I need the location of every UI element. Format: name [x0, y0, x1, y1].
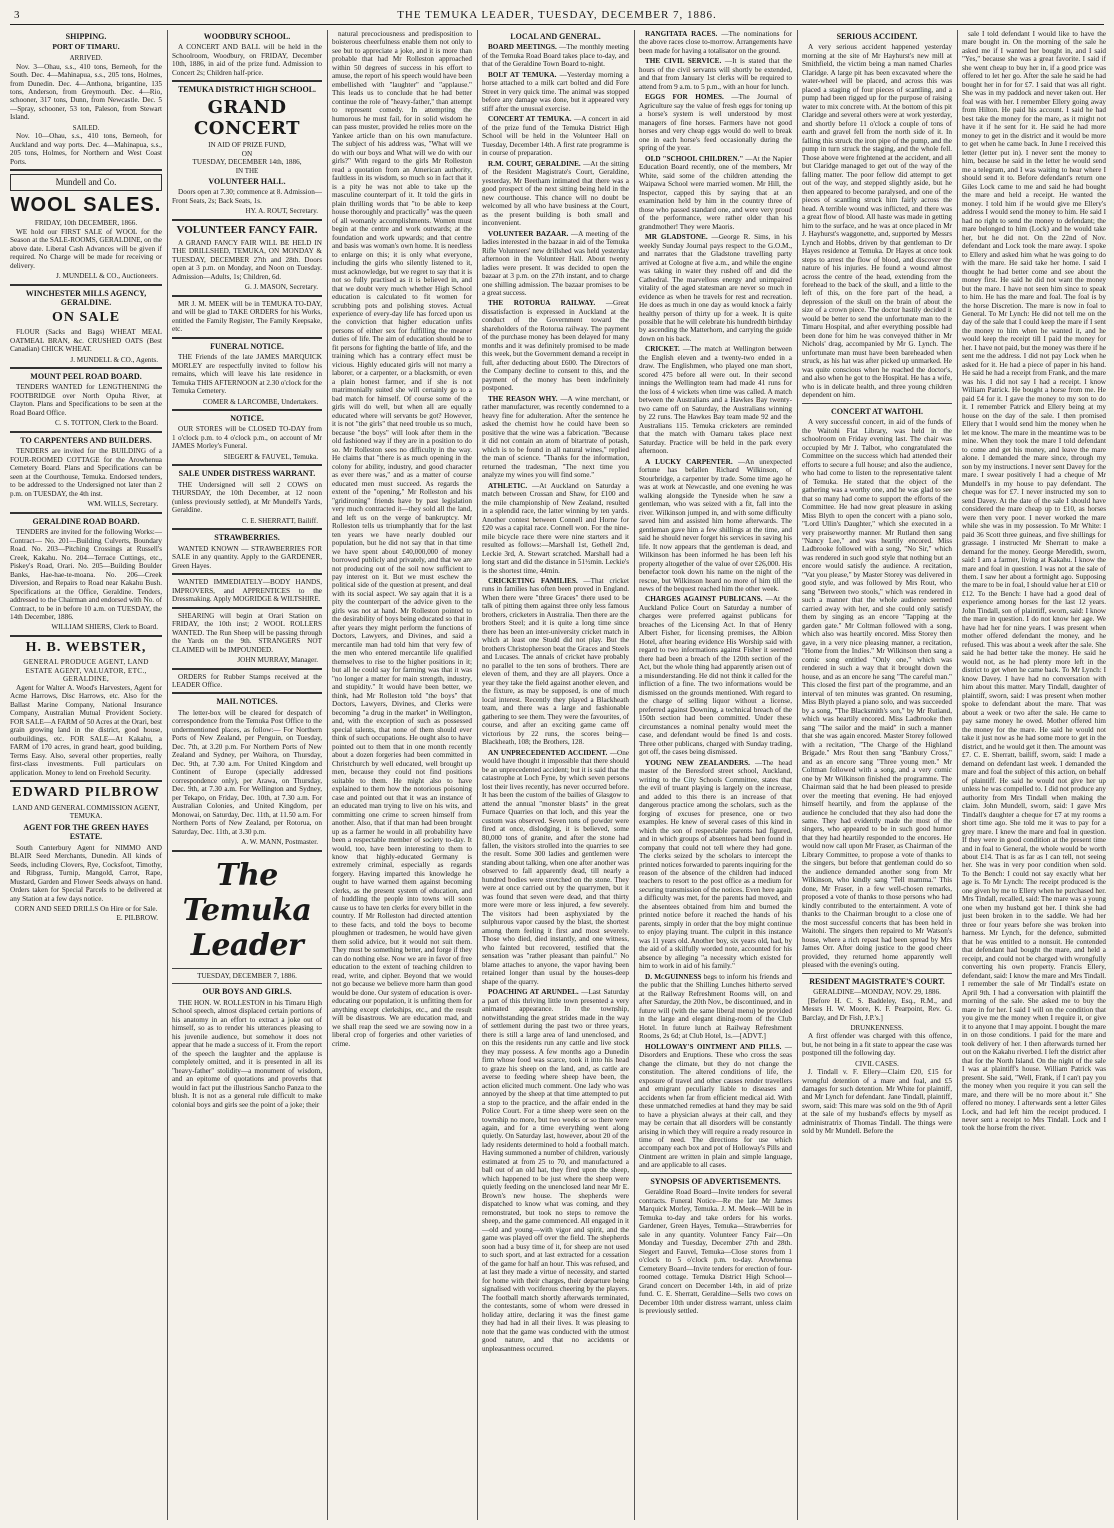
news-item — [639, 1043, 792, 1170]
news-item-body: begs to inform his friends and the public that the Shilling Lunches hitherto served at the Railway Refreshment Rooms will, on and after Saturday, the 20th Nov., be discontinued, and in future will (with the same liberal menu) be provided in the large and elegant dining-room of the Club Hotel. In future lunch at Railway Refreshment Rooms, 2s 6d; at Club Hotel, 1s.—[ADVT.] — [639, 972, 792, 1041]
fancy-fair-text: A GRAND FANCY FAIR WILL BE HELD IN THE DRILLSHED, TEMUKA, ON MONDAY & TUESDAY, DECEMBER 27th and 28th. Doors open at 3 p.m. on Monday, and Noon on Tuesday. Admission—Adults, 1s; Children, 6d. — [172, 238, 322, 281]
meek-notice: MR J. M. MEEK will be in TEMUKA TO-DAY, and will be glad to TAKE ORDERS for his Works, entitled the Family Register, The Family Keepsake, etc. — [172, 299, 322, 334]
notice-text: OUR STORES will be CLOSED TO-DAY from 1 o'clock p.m. to 4 o'clock p.m., on account of Mr JAMES Morley's Funeral. — [172, 425, 322, 451]
district-school-heading: TEMUKA DISTRICT HIGH SCHOOL. — [177, 85, 317, 95]
news-item-body: —One would have thought it impossible that there should be an unprecedented accident; but it is said that the catastrophe at Loch Fyne, by which seven persons lost their lives recently, has never occurred before. It has been the custom of the bailies of Glasgow to attend the annual "monster blasts" in the great Furnace Quarries on that loch, and this year the custom was observed. Seven tons of powder were fired at once, dislodging, it is believed, some 80,000 tons of granite, and after the stone had fallen, the visitors strolled into the quarries to see the result. Some 300 ladies and gentlemen were standing about talking, when one after another was observed to fall apparently dead, till nearly a hundred bodies were stretched on the stone. They were at once carried out by the quarrymen, but it was found that seven were dead, and that thirty more were more or less injured, a few severely. The visitors had been asphyxiated by the sulphurous vapor caused by the blast, the shortest among them feeling it first and most severely. Those who died, died instantly, and one witness, who fainted but recovered, testified that the sensation was "rather pleasant than painful." No blame attaches to anyone, the vapor having been retained longer than usual by the houses-deep shape of the quarry. — [482, 748, 629, 986]
news-item-title: D. McGUINNESS — [645, 972, 702, 981]
grand-concert-in: IN THE — [235, 166, 259, 175]
pilbrow-heading: EDWARD PILBROW — [12, 785, 160, 801]
local-general-list — [482, 43, 629, 1353]
accident-heading: SERIOUS ACCIDENT. — [836, 32, 918, 41]
shearing-signature: JOHN MURRAY, Manager. — [237, 656, 318, 665]
news-item — [482, 577, 629, 747]
dressmaking-notice: WANTED IMMEDIATELY—BODY HANDS, IMPROVERS, and APPRENTICES to the Dressmaking. Apply MOGRIDGE & WILTSHIRE. — [172, 578, 322, 604]
drunkenness-text: A first offender was charged with this offence, but, he not being in a fit state to appear the case was postponed till the following day. — [802, 1032, 952, 1058]
news-item — [639, 973, 792, 1041]
news-item — [639, 595, 792, 756]
contractors-signature: WM. WILLS, Secretary. — [87, 500, 158, 509]
news-item-title: VOLUNTEER BAZAAR. — [488, 229, 569, 238]
news-item-body: —A wine merchant, or rather manufacturer, was recently condemned to a heavy fine for adulteration. After the sentence he asked the chemist how he could have been so positive that the wine was a fabrication. "Because it did not contain an atom of bitartrate of potash, which is to be found in all natural wines," replied the man of science. "Thanks for the information, returned the tradesman, "The next time you analyze my wines you will find some." — [482, 394, 629, 480]
rubber-stamps-notice: ORDERS for Rubber Stamps received at the LEADER Office. — [172, 672, 322, 689]
news-item — [639, 155, 792, 231]
webster-text: Agent for Walter A. Wood's Harvesters, Agent for Acme Harrows, Disc Harrows, etc. Also for the Ballast Marine Company, National Insurance Company, Australian Mutual Provident Society. FOR SALE—A FARM of 50 Acres at the Orari, best grain growing land in the district, good house, outbuildings, etc. FOR SALE—At Kakahu, a FARM of 170 acres, in grand heart, good building, Terms Easy. Also, several other properties, really first-class investments. Full particulars on application. Money to lend on Freehold Security. — [10, 683, 162, 777]
grand-concert-date: TUESDAY, DECEMBER 14th, 1886, — [192, 158, 302, 167]
news-item — [639, 233, 792, 343]
waitohi-concert-text: A very successful concert, in aid of the funds of the Waitohi Flat Library, was held in the schoolroom on Friday evening last. The chair was occupied by Mr J. Talbot, who congratulated the Committee on the success which had attended their efforts to secure a full house; and also the audience, who had come to listen to the representative talent of Temuka. He stated that the object of the gathering was a worthy one, and he was glad to see that so many had come to support the efforts of the Committee. He had now great pleasure in asking Miss Blyth to open the concert with a piano solo, "Lord Ullin's Daughter," which she executed in a very praiseworthy manner. Mr Rutland then sang "Nancy Lee," and was heartily encored. Miss Ladbrooke followed with a song, "No Sir," which was rendered in such good style that nothing but an encore would satisfy the audience. A recitation, "Vat you please," by Master Storey was delivered in good style, and was followed by Mrs Rout, who sang "Between two stools," which was rendered in such a manner that the whole audience seemed carried away with her, and she could only satisfy them by singing as an encore "Tapping at the garden gate." Mr Coltman followed with a song, which also was heartily encored. Miss Storey then gave, in a very nice pleasing manner, a recitation, "Home from the Indies." Mr Wilkinson then sang a comic song entitled "Only one," which was rendered in such a way that it brought down the house, and as an encore he sang "The careful man." This closed the first part of the programme, and an interval of ten minutes was granted. On resuming, Miss Blyth played a piano solo, and was succeeded by a song, "The Blacksmith's son," by Mr Rutland, which was heartily encored. Miss Ladbrooke then sang "The sailor and the maid" in such a manner that she was again encored. Master Storey followed with a recitation, "The Charge of the Highland Brigade." Mrs Rout then sang "Banbury Cross," and as an encore sang "Three young men." Mr Coltman followed with a song, and a very comic one by Mr Wilkinson finished the programme. The Chairman said that he had been pleased to preside over the meeting that evening. He had enjoyed himself heartily, and from the applause of the audience he concluded that they also had done the same. They had evidently made the most of the singers, who appeared to be in such good humor that they had heartily responded to the encores. He would now call upon Mr Fraser, as Chairman of the Library Committee, to propose a vote of thanks to the singers, but before that gentleman could do so the audience demanded another song from Mr Wilkinson, who kindly sang "Tell mamma." This done, Mr Fraser, in a few well-chosen remarks, proposed a vote of thanks to those persons who had kindly contributed to the entertainment. A vote of thanks to the Chairman brought to a close one of the most successful concerts that has been held in Waitohi. The singers then repaired to Mr Watson's house, where a rich repast had been spread by Mrs James Orr. After doing justice to the good cheer provided, they returned home apparently well pleased with the evening's outing. — [802, 418, 952, 970]
news-item — [639, 93, 792, 152]
column-1 — [10, 30, 162, 1520]
news-item-body: —The match at Wellington between the English eleven and a twenty-two ended in a draw. The Englishmen, who played one man short, scored 475 before all were out. In their second innings the Wellington team had made 41 runs for the loss of 4 wickets when time was called. A match between the Australians and a Hawkes Bay twenty-two came off on Saturday, the Australians winning by 22 runs. The Hawkes Bay team made 92 and the Australians 115. Temuka cricketers are reminded that the match with Oamaru takes place next Saturday. Practice will be held in the park every afternoon. — [639, 345, 792, 456]
pilbrow-agent: AGENT FOR THE GREEN HAYES ESTATE. — [23, 822, 149, 842]
mundell-banner: Mundell and Co. — [10, 174, 162, 191]
news-item — [482, 71, 629, 113]
webster-heading: H. B. WEBSTER, — [25, 639, 147, 655]
grand-concert-text: Doors open at 7.30; commence at 8. Admission—Front Seats, 2s; Back Seats, 1s. — [172, 188, 322, 205]
court-report-continued: sale I told defendant I would like to have the mare bought in. On the morning of the sale he asked me if I wanted her bought in, and I said "Yes," because she was a great favorite. I said if she went cheap to buy her in, if a good price was offered to let her go. After the sale he said he had bought her in for for £7. I said that was all right. She was in my paddock and never taken out. Her foal was with her. I remember Ellery going away from Hilton. He paid his account. I said he had best take the money for the mare, as it might not have it if he sent for it. He said he had more money to get in the district and it would be more to get when he came back. In June I received this letter (letter put in). I never sent the money to him, because he said in the letter he would send me a telegram, and I was waiting to hear where I should send it to. Before defendant's return one Giles Lock came to me and said he had bought the mare and held a receipt. He wanted the money. I told him if he would give me Ellery's address I would send the money to him. He said I had no right to send the money to defendant; the mare belonged to him (Lock) and he would take her, but he did not. On the 22nd of Nov. defendant and Lock took the mare away. I spoke to Ellery and asked him what he was going to do with the mare. He said take her home. I said I thought he had better come and see about the money first. He said he did not want the money but the mare. I have not seen him since to speak to him. He has the mare and foal. The foal is by the horse Discretion. The mare is now in foal to General. To Mr Lynch: He did not tell me on the day of the sale that I could keep the mare if I sent the money to him when he wanted it, and he would keep the receipt till I paid the money for her. I have not paid, but the money was there if he sent me the address. I did not pay Lock when he asked for it. He had a piece of paper in his hand. He said he had a receipt from Frank, and the mare was his. I did not say I had a receipt. I know William Patrick. He bought a horse from me. He paid £4 for it. I gave the money to my son to do it. I remember Patrick and Ellery being at my house on the day of the sale. I then promised Ellery that I would send him the money when he let me know. The mare in the meantime was to be mine. When they took the mare I told defendant to come and get his money, and leave the mare alone. I demanded the mare since, through my son by my instructions. I never sent Davey for the mare. I swear positively I had a cheque of Mr Mundell's in my house to pay defendant. The cheque was for £7. I never instructed my son to send Davey. At the date of the sale I should have considered the mare cheap up to £10, as horses were then very poor. I never worked the mare while she was in my possession. To Mr White: I paid 36 Scott three guineas, and five shillings for grassage. I instructed Mr Sherratt to make a demand for the money. George Meredith, sworn, said: I am a farmer, living at Kakahu. I know the mare and foal in question. I was not at the sale of them. I saw her about a fortnight ago. Supposing the mare to be in foal, I should value her at £10 or £12. To the Bench: I have had a good deal of experience among horses for the last 12 years. John Tindall, son of plaintiff, sworn, said: I know the mare in question. I do not know her age. We have had her for nine years. I was present when mother offered defendant the money, and he refused. This was about a week after the sale. She said he had better take the money. He said he would not, as he had plenty more left in the district to get when he came back. To Mr Lynch: I know Davey. I have had no conversation with him about this matter. Mary Tindall, daughter of plaintiff, sworn, said: I was present when mother spoke to defendant about the mare. That was about a week or two after the sale. He came to pay same money he owed. Mother offered him the money for the mare. He said he would not take it just now as he had some more to get in the district, and he would get it then. The amount was £7. C. E. Sherratt, bailiff, sworn, said: I made a demand on defendant last week. I demanded the mare and foal the subject of this action, on behalf of plaintiff. He said he would not give her up unless he was compelled to. I did not produce any authority from Mrs Tindall when making the claim. John Mundell, sworn, said: I gave Mrs Tindall's daughter a cheque for £7 at my rooms a short time ago. She told me it was to pay for a grey mare. I knew the mare and foal in question. If they were in good condition at the present time and in foal to General, the whole would be worth about £14. That is as far as I can tell, not seeing her. She was in very poor condition when sold. To the Bench: I could not say exactly what her age is. To Mr Lynch: The receipt produced is the one given by me to Ellery when he purchased her. Mrs Tindall, recalled, said: The mare was a young one when my husband got her. I think she had just been broken in to the saddle. We had her three or four years before she was broken into harness. Mr Lynch, for the defence, submitted that he was entitled to a nonsuit. He contended that defendant had bought the mare, and held a receipt, and could not be charged with wrongfully converting his own property. Francis Ellery, defendant, said: I know the mare and Mrs Tindall. I remember the sale of Mr Tindall's estate on April 9th. I had a conversation with plaintiff the morning of the sale. She asked me to buy the mare in for her. I said I will on the condition that you give me the money when I require it, or give it to anyone that I may appoint. I bought the mare in on those conditions. I paid for the mare and took delivery of her. I then afterwards turned her out on the Kakahu riverbed. I left the district after that for the North Island. On the night of the sale I was at plaintiff's house. William Patrick was present. She said, "Well, Frank, if I can't pay you the money when you require it you can sell the mare, and there will be no more about it." She offered no money. I afterwards sent a letter Giles Lock, and had left him the receipt produced. I never sent a receipt to Mrs Tindall. Lock and I took the horse from the river. — [962, 30, 1106, 1133]
rm-court-date: GERALDINE—MONDAY, NOV. 29, 1886. — [813, 988, 941, 997]
pilbrow-text: South Canterbury Agent for NIMMO AND BLAIR Seed Merchants, Dunedin. All kinds of Seeds, including Clovers, Rye, Cocksfoot, Timothy, and Ribgrass, Turnip, Mangold, Carrot, Rape, Mustard, Garden and Flower Seeds always on hand. Orders taken for Special Parcels to be delivered at any Station at a few days notice. — [10, 843, 162, 903]
rm-court-before: [Before H. C. S. Baddeley, Esq., R.M., and Messrs H. W. Moore, K. F. Pearpoint, Rev. G. Barclay, and Dr Fish, J.P.'s.] — [802, 996, 952, 1022]
news-item-body: —The monthly meeting of the Temuka Road Board takes place to-day, and that of the Geraldine Town Board to-night. — [482, 43, 629, 69]
news-item-body: —George R. Sims, in his weekly Sunday Journal pays respect to the G.O.M., and narrates that the Gladstone travelling party arrived at Cologne at five a.m., and while the engine was taking in water they rushed off and did the Cathedral. The marvellous energy and unimpaired vitality of the aged statesman are never so much in evidence as when he travels for rest and recreation. He does as much in one day as would knock a fairly healthy person of thirty up for a week. It is quite possible that he will celebrate his hundredth birthday by ascending the Matterhorn, and carrying the guide down on his back. — [639, 233, 792, 343]
waitohi-concert-heading: CONCERT AT WAITOHI. — [830, 406, 924, 416]
news-item-title: MR GLADSTONE. — [645, 233, 708, 242]
news-item-body: —Disorders and Eruptions. These who cross the seas change the climate, but they do not change the constitution. The altered conditions of life, the exposure of travel and other causes render travellers and emigrant peculiarly liable to diseases and accidents when far from efficient medical aid. With these unmatched remedies at hand they may be said to have a physician always at their call, and they may be certain that all disorders will be constantly arising in which they will require a ready resource in time of need. The directions for use which accompany each box and pot of Holloway's Pills and Ointment are written in plain and simple language, and are applicable to all cases. — [639, 1042, 792, 1170]
grand-concert-signature: HY. A. ROUT, Secretary. — [245, 207, 318, 216]
civil-cases-text: J. Tindall v. F. Ellery—Claim £20, £15 for wrongful detention of a mare and foal, and £5 damages for such detention. Mr White for plaintiff, and Mr Lynch for defendant. Jane Tindall, plaintiff, sworn, said: This mare was sold on the 9th of April at the sale of my husband's effects by myself as administratrix of Thomas Tindall. The things were sold by Mr Mundell. Before the — [802, 1068, 952, 1136]
grand-concert-hall: VOLUNTEER HALL. — [208, 176, 286, 186]
news-item — [639, 759, 792, 971]
news-item-title: THE CIVIL SERVICE. — [645, 57, 722, 66]
news-item — [482, 395, 629, 480]
news-item — [482, 988, 629, 1353]
pilbrow-subheading: LAND AND GENERAL COMMISSION AGENT, TEMUKA. — [12, 803, 160, 821]
news-item-title: R.M. COURT, GERALDINE. — [488, 159, 581, 168]
on-sale-signature: J. MUNDELL & CO., Agents. — [70, 355, 158, 364]
winchester-heading: WINCHESTER MILLS AGENCY, GERALDINE. — [25, 288, 147, 308]
grand-concert-aid: IN AID OF PRIZE FUND, — [208, 141, 286, 150]
news-item — [639, 30, 792, 55]
fancy-fair-heading: VOLUNTEER FANCY FAIR. — [176, 223, 318, 236]
mail-heading: MAIL NOTICES. — [216, 697, 278, 707]
news-item-body: —At the sitting of the Resident Magistrate's Court, Geraldine, yesterday, Mr Beetham intimated that there was a good prospect of the next sitting being held in the new courthouse. This chance will no doubt be welcomed by all who have business at the Court, as the present building is both small and inconvenient. — [482, 159, 629, 228]
news-item — [639, 458, 792, 594]
contractors-text: TENDERS are invited for the BUILDING of a FOUR-ROOMED COTTAGE for the Arowhenua Cemetery Board. Plans and Specifications can be seen at the Courthouse, Temuka. Endorsed tenders, to be addressed to the Undersigned not later than 2 p.m. on TUESDAY, the 4th inst. — [10, 447, 162, 498]
wool-sales-signature: J. MUNDELL & CO., Auctioneers. — [56, 272, 158, 281]
woodbury-heading: WOODBURY SCHOOL. — [203, 32, 291, 41]
local-general-heading: LOCAL AND GENERAL. — [510, 32, 601, 41]
page-header — [10, 8, 1104, 25]
editorial-heading: OUR BOYS AND GIRLS. — [202, 987, 292, 997]
woodbury-text: A CONCERT AND BALL will be held in the Schoolroom, Woodbury, on FRIDAY, December 10th, 1886, in aid of the prize fund. Admission to Concert 2s; Children half-price. — [172, 43, 322, 77]
news-item-title: HOLLOWAY'S OINTMENT AND PILLS. — [645, 1042, 782, 1051]
drunkenness-heading: DRUNKENNESS. — [850, 1024, 904, 1033]
pilbrow-signature: E. PILBROW. — [116, 913, 158, 922]
column-5 — [639, 30, 792, 1520]
distress-signature: C. E. SHERRATT, Bailiff. — [241, 516, 318, 525]
on-sale-items: FLOUR (Sacks and Bags) WHEAT MEAL OATMEAL BRAN, &c. CRUSHED OATS (Best Canadian) CHICK WHEAT. — [10, 328, 162, 354]
wool-sales-date: FRIDAY, 10th DECEMBER, 1866. — [34, 219, 138, 228]
news-item — [482, 299, 629, 392]
mount-peel-text: TENDERS WANTED for LENGTHENING the FOOTBRIDGE over North Opuha River, at Clayton. Plans and Specifications to be seen at the Road Board Office. — [10, 383, 162, 417]
news-item-body: —It is stated that the hours of the civil servants will shortly be extended, and that from January 1st clerks will be required to attend from 9 a.m. to 5 p.m., with an hour for lunch. — [639, 57, 792, 91]
news-item-body: —At Auckland on Saturday a match between Crossan and Shaw, for £100 and the mile championship of New Zealand, resulted in a splendid race, the latter winning by ten yards. Another contest between Connell and Horne for £20 was a capital race. Connell won. For the nine-mile bicycle race there were nine starters and it resulted as follows:—Marshall 1st, Gethell 2nd, Leckie 3rd, A. Stewart scratched. Marshall had a long start and did the distance in 51½min. Leckie's is the shortest time, 44min. — [482, 481, 629, 575]
strawberries-heading: STRAWBERRIES. — [214, 533, 280, 543]
fancy-fair-signature: G. J. MASON, Secretary. — [244, 283, 318, 292]
column-divider — [477, 30, 478, 1520]
column-3 — [332, 30, 472, 1520]
column-4 — [482, 30, 629, 1520]
news-item-title: EGGS FOR HOMES. — [645, 93, 724, 102]
geraldine-road-heading: GERALDINE ROAD BOARD. — [32, 516, 140, 526]
newspaper-nameplate: The Temuka Leader — [182, 857, 312, 964]
editorial-date: TUESDAY, DECEMBER 7, 1886. — [197, 971, 297, 980]
news-item — [482, 115, 629, 157]
news-item-body: —The Journal of Agriculture say the value of fresh eggs for toning up a horse's system is well understood by most managers of fine horses. Farmers have not good horses and very cheap eggs would do well to break one in each horse's feed occasionally during the spring of the year. — [639, 93, 792, 153]
mail-text: The letter-box will be cleared for despatch of correspondence from the Temuka Post Office to the undermentioned places, as follow:— For Northern Ports of New Zealand, per Penguin, on Tuesday, Dec. 7th, at 3.20 p.m. For Northern Ports of New Zealand and Sydney, per Waihora, on Thursday, Dec. 9th, at 7.30 a.m. For United Kingdom and Continent of Europe (specially addressed correspondence only), per Arawa, on Thursday, Dec. 9th, at 7.30 a.m. For Wellington and Sydney, per Tekapo, on Friday, Dec. 10th, at 7.30 a.m. For Australian Colonies, and United Kingdom, per Monowai, on Saturday, Dec. 11th, at 11.50 a.m. For Northern Ports of New Zealand, per Rotorua, on Saturday, Dec. 11th, at 3.30 p.m. — [172, 708, 322, 836]
news-item — [482, 160, 629, 228]
news-item-title: CRICKET. — [645, 345, 680, 354]
rm-court-heading: RESIDENT MAGISTRATE'S COURT. — [809, 976, 945, 986]
grand-concert-heading: GRAND CONCERT — [193, 96, 301, 140]
distress-text: THE Undersigned will sell 2 COWS on THURSDAY, the 10th December, at 12 noon (unless previously settled), at Mr Mundell's Yards, Geraldine. — [172, 480, 322, 515]
arrived-list: Nov. 3—Ohau, s.s., 410 tons, Berneoh, for the South. Dec. 4—Mahinapua, s.s., 205 tons, Holmes, from Dunedin. Dec. 4—Anthona, brigantine, 135 tons, Anderson, from Greymouth. Dec. 4—Rio, schooner, 317 tons, Dunn, from Newcastle. Dec. 5—Spray, schooner, 53 ton, Paleson, from Stewart Island. — [10, 62, 162, 122]
news-item-body: —Last Saturday a part of this thriving little town presented a very animated appearance. In the township, notwithstanding the great strides made in the way of settlement during the past two or three years, there is still a large area of land unenclosed, and on this the residents run any cattle and live stock they may possess. A few months ago a Dunedin firm whose food was scarce, took it into his head to graze his sheep on the land, and, as cattle are averse to feeding where sheep have been, the action elicited much comment. One lady who was annoyed by the sheep at that time attempted to put a stop to the practice, and the affair ended in the Police Court. For a time sheep were seen on the township no more, but two weeks or so there were again, and for a time everything went along quietly. On Saturday last, however, about 20 of the lady residents determined to hold a football match. Having summoned a number of children, variously estimated at from 25 to 70, and manufactured a ball out of an old hat, they fired upon the sheep, which happened to be just where the sheep were quietly feeding on the unenclosed land near Mr E. Brown's new house. The shepherds were dispatched to know what was coming, and they remonstrated, but took no steps to remove the sheep, and the game commenced. All engaged in it—old and young—with vigor and spirit, and the game was played off over the field. The shepherds soon had a busy time of it, for sheep are not used to such sport, and at last extracted for a cessation of the game for half an hour. This was refused, and at last they made a virtue of necessity, and started for home with their charges, their departure being signalised with vociferous cheering by the players. The football match shortly afterwards terminated, the contestants, some of whom were dressed in holiday attire, declaring it was the finest game they had had in all their lives. It was pleasing to note that the game was conducted with the utmost good nature, and that no accidents or unpleasantness occurred. — [482, 988, 629, 1353]
news-item-title: BOLT AT TEMUKA. — [488, 70, 557, 79]
news-item-title: BOARD MEETINGS. — [488, 43, 557, 52]
news-item-title: CONCERT AT TEMUKA. — [488, 115, 572, 124]
news-item-title: AN UNPRECEDENTED ACCIDENT. — [488, 748, 608, 757]
news-item — [482, 230, 629, 298]
news-item-title: OLD "SCHOOL CHILDREN." — [645, 154, 744, 163]
mail-signature: A. W. MANN, Postmaster. — [241, 838, 318, 847]
synopsis-heading: SYNOPSIS OF ADVERTISEMENTS. — [650, 1176, 781, 1186]
contractors-heading: TO CARPENTERS AND BUILDERS. — [20, 435, 152, 445]
funeral-heading: FUNERAL NOTICE. — [210, 341, 284, 351]
news-item-body: —At the Auckland Police Court on Saturday a number of charges were preferred against publicans for breaches of the Licensing Act. In that of Henry Albert Fisher, for licensing premises, the Albion Hotel, after hearing evidence His Worship said with regard to two informations against Fisher it seemed there had been a breach of the 120th section of the Act, but the whole thing had apparently arisen out of a misunderstanding. He did not think it called for the infliction of a fine. The two informations would be dismissed on the grounds mentioned. With regard to the charge of selling liquor without a license, preferred against Downing, a technical breach of the 150th section had been committed. Under these circumstances a nominal penalty would meet the case, and defendant would be fined 1s and costs. Three other publicans, charged with Sunday trading, got off, the cases being dismissed. — [639, 595, 792, 757]
news-item-body: —That cricket runs in families has often been proved in England. When there were "three Graces" there used to be talk of pitting them against three only less famous brothers, cricketers in Australia. Then there are the brothers Steel; and it is quite a long time since there has been an inter-university cricket match in which at least one Studd did not play. But the brothers Christopherson beat the Graces and Steels and Lucases. The annals of cricket have probably no parallel to the ten sons of brothers. There are eleven of them, and they are all players. Once a year they take the field against another eleven, and the fixture, as may be supposed, is one of much local interest. Recently they played a Blackheath team, and there was a large and fashionable gathering to see them. They were the favourites, of course, and after an exciting game came off victorious by 22 runs, the scores being—Blackheath, 108; the Brothers, 128. — [482, 576, 629, 747]
column-7 — [962, 30, 1106, 1520]
column-6 — [802, 30, 952, 1520]
news-items-list — [639, 30, 792, 1170]
news-item-title: POACHING AT ARUNDEL. — [488, 988, 579, 997]
news-item-title: A LUCKY CARPENTER. — [645, 457, 733, 466]
news-item-body: —The head master of the Beresford street school, Auckland, writing to the City Schools Committee, states that the evil of truant playing is largely on the increase, and added to this there is an increase of that dangerous practice among the scholars, such as the forging of excuses for presence, one or two examples. He knew of several cases of this kind in which the son of respectable parents had figured, and in which groups of absentees had been found in company that could not tell where they had gone. The clerks seized by the scholars to intercept the printed notices forwarded to parents inquiring for the reason of the absence of the children had induced teachers to resort to the post office as a medium for securing transmission of the notices. Even here again a difficulty was met, for the parents had moved, and the absentees obtained from him and burned the printed notice before it reached the hands of his parents, simply in order that the boy might continue to enjoy playing truant. The culprit in this instance was 11 years old. Another boy, six years old, had, by the aid of a skilfully worded note, accounted for his absence by alleging "a necessity which existed for him to work in aid of his family." — [639, 758, 792, 971]
webster-subheading: GENERAL PRODUCE AGENT, LAND ESTATE AGENT, VALUATOR, ETC., GERALDINE, — [23, 658, 149, 684]
news-item-body: —Great dissatisfaction is expressed in Auckland at the conduct of the Government toward the shareholders of the Rotorua railway. The payment of the purchase money has been delayed for many months and it was definitely promised to be made this week, but the Government demand a receipt in full, after deducting about £600. The Directors of the Company decline to consent to this, and the payment of the money has been indefinitely postponed. — [482, 299, 629, 393]
news-item-body: —An unexpected fortune has befallen Richard Wilkinson, of Stourbridge, a carpenter by trade. Some time ago he was at work at Newcastle, and one evening he was walking alongside the Tyneside when he saw a gentleman, who was seized with a fit, fall into the river. Wilkinson jumped in, and with some difficulty saved him and assisted him home afterwards. The gentleman gave him a few shillings at the time, and said he should never forget his services in saving his life. It now appears that the gentleman is dead, and Wilkinson has been informed he has been left his property altogether of the value of over £26,000. His benefactor took down his name on the night of the rescue, but Wilkinson heard no more of him till the news of the bequest reached him the other week. — [639, 457, 792, 593]
shipping-subheading: PORT OF TIMARU. — [52, 42, 120, 52]
geraldine-road-signature: WILLIAM SHIERS, Clerk to Board. — [51, 623, 158, 632]
news-item-title: CHARGES AGAINST PUBLICANS. — [645, 595, 763, 604]
editorial-text: THE HON. W. ROLLESTON in his Timaru High School speech, almost displaced certain portions of his anatomy in an effort to extract a joke out of himself, so as to render his utterances pleasing to his juvenile audience, but somehow it does not appear that he made a success of it. From the report of the speech the laughter and the applause is completely omitted, and it is presented in all its "heavy-father" stolidity—a monument of wisdom, and an epitome of quotations and proverbs that would in fact put the illustrious Sancho Panza to the blush. It is not as a general rule difficult to make colonial boys and girls see the point of a joke; their — [172, 998, 322, 1109]
mount-peel-signature: C. S. TOTTON, Clerk to the Board. — [54, 419, 158, 428]
column-divider — [634, 30, 635, 1520]
news-item-body: —Yesterday morning a horse attached to a milk cart bolted and did Fore Street in very quick time. The animal was stopped before any damage was done, but it appeared very stiff after the unusual exercise. — [482, 70, 629, 113]
pilbrow-footer: CORN AND SEED DRILLS On Hire or for Sale. — [14, 905, 158, 914]
wool-sales-heading: WOOL SALES. — [10, 193, 162, 216]
on-sale-heading: ON SALE — [51, 309, 121, 325]
column-divider — [327, 30, 328, 1520]
news-item-title: ATHLETIC. — [488, 481, 528, 490]
news-item-title: THE REASON WHY. — [488, 394, 558, 403]
page-number: 3 — [14, 9, 21, 21]
sailed-list: Nov. 10—Ohau, s.s., 410 tons, Berneoh, for Auckland and way ports. Dec. 4—Mahinapua, s.s., 205 tons, Holmes, for Northern and West Coast Ports. — [10, 132, 162, 166]
mount-peel-heading: MOUNT PEEL ROAD BOARD. — [30, 372, 142, 382]
funeral-text: THE Friends of the late JAMES MARQUICK MORLEY are respectfully invited to follow his remains, which will leave his late residence in Temuka THIS AFTERNOON at 2.30 o'clock for the Temuka Cemetery. — [172, 353, 322, 396]
news-item-title: THE ROTORUA RAILWAY. — [488, 299, 596, 308]
column-divider — [797, 30, 798, 1520]
synopsis-text: Geraldine Road Board—Invite tenders for several contracts. Funeral Notice—Re the late Mr James Marquick Morley, Temuka. J. M. Meek—Will be in Temuka to-day and take orders for his works. Gardener, Green Hayes, Temuka—Strawberries for sale in any quantity. Volunteer Fancy Fair—On Monday and Tuesday, December 27th and 28th. Siegert and Fauvel, Temuka—Close stores from 1 o'clock to 5 o'clock p.m. to-day. Arowhenua Cemetery Board—Invite tenders for erection of four-roomed cottage. Temuka District High School—Grand concert on December 14th, in aid of prize fund. C. E. Sherratt, Geraldine—Sells two cows on December 10th under distress warrant, unless claim is previously settled. — [639, 1188, 792, 1316]
civil-cases-heading: CIVIL CASES. — [855, 1059, 899, 1068]
news-item-body: —A concert in aid of the prize fund of the Temuka District High School will be held in the Volunteer Hall on Tuesday, December 14th. A first rate programme is in course of preparation. — [482, 115, 629, 158]
wool-sales-text: WE hold our FIRST SALE of WOOL for the Season at the SALE-ROOMS, GERALDINE, on the above date. Liberal Cash Advances will be given if required. No Charge will be made for receiving or delivery. — [10, 227, 162, 270]
accident-text: A very serious accident happened yesterday morning at the site of Mr Hayhurst's new mill at Smithfield, the victim being a man named Charles Claridge. A large pit has been excavated where the water-wheel will be placed, and across this was placed a staging of four pieces of scantling, and a pump had been rigged up for the purpose of raising water to mix concrete with. At the bottom of this pit Claridge and several others were at work yesterday, and shortly before 11 o'clock a couple of tons of earth and gravel fell from the north side of it. In falling this struck the iron pipe of the pump, and the pump in turn struck the staging, and the whole fell. Those above were frightened at the accident, and all but Claridge managed to get out of the way of the falling matter. The poor fellow did attempt to get out of the way, and stepped slightly aside, but he then appeared to become paralysed, and one of the pieces of scantling struck him fairly across the head. A terrible wound was inflicted, and there was a great flow of blood. All haste was made in getting him to the surface, and he was at once placed in Mr J. Hayhurst's waggonette, and, supported by Messrs Lynch and Hobbs, driven by that gentleman to Dr Hayes residence at Temuka. Dr Hayes at once took steps to arrest the flow of blood, and discover the nature of his injuries. He found a wound almost across the centre of the head, extending from the forehead to the back of the skull, and a little to the left of this, on the fore part of the head, a depression of the skull on the brain of about the size of a crown piece. The doctor hastily decided it would be better to send the unfortunate man to the Timaru Hospital, and after everything possible had been done for him he was conveyed thither in Mr Nichols' drag, accompanied by Mr G. Lynch. The unfortunate man must have been bareheaded when struck, as his hat was after picked up unmarked. He was quite conscious when he reached the doctor's, and also when he got to the Hospital. He has a wife, who is in delicate health, and three young children dependent on him. — [802, 43, 952, 400]
shipping-heading: SHIPPING. — [65, 32, 107, 41]
arrived-label: ARRIVED. — [69, 54, 103, 63]
news-item-body: —A meeting of the ladies interested in the bazaar in aid of the Temuka Rifle Volunteers' new drillshed was held yesterday afternoon in the Volunteer Hall. About twenty ladies were present. It was decided to open the bazaar at 3 p.m. on the 27th instant, and to charge one shilling admission. The bazaar promises to be a great success. — [482, 229, 629, 297]
column-divider — [957, 30, 958, 1520]
strawberries-text: WANTED KNOWN — STRAWBERRIES FOR SALE in any quantity. Apply to the GARDENER, Green Hayes. — [172, 544, 322, 570]
notice-heading: NOTICE. — [230, 414, 264, 424]
news-item — [482, 43, 629, 68]
news-item — [639, 345, 792, 455]
column-divider — [167, 30, 168, 1520]
news-item — [482, 749, 629, 987]
news-item-title: CRICKETING FAMILIES. — [488, 576, 578, 585]
shearing-notice: SHEARING will begin at Orari Station on FRIDAY, the 10th inst; 2 WOOL ROLLERS WANTED. The Run Sheep will be passing through the Yards on the 9th. STRANGERS NOT CLAIMED will be IMPOUNDED. — [172, 611, 322, 654]
grand-concert-on: ON — [241, 149, 253, 158]
editorial-continued: natural precociousness and predisposition to boisterous cheerfulness enable them not only to see but to appreciate a joke, and it is more than probable that had Mr Rolleston approached within 50 degrees of success in his effort to amuse, the report of his speech would have been embellished with "laughter" and "applause." This leads us to conclude that he had better continue the role of "heavy-father," than attempt to represent comedy. In attempting the humorous he must fail, for in solid wisdom he can pass muster, provided he relies more on the Yankee article than on his own manufacture. The subject of his address was, "What will we do with our boys and What will we do with our girls?" With regard to the girls Mr Rolleston read a quotation from an American authority, faultless in its wisdom, so much so in fact that it is a pity he was not able to take up the masculine counterpart of it. It told the girls in plain thrilling words that "to be able to keep house thoroughly and practically" was the queen of all womanly accomplishments. Women must begin at the centre and work outwards; at the foundation and work upwards; and that centre and basis was woman's own home. It is needless to enlarge on this; it is only what everyone, including the girls who silently listened to it, must acknowledge, but we regret to say that it is not so fully practised as it is believed in, and that we doubt very much whether High School education is calculated to fit women for scrubbing pots and polishing stoves. Actual experience of every-day life has forced upon us the conviction that higher education unfits persons of either sex for fulfilling the meaner duties of life. The aim of education should be to fit persons for fighting the battle of life, and the training which has a contrary effect must be vicious. Highly educated girls will not marry a laborer, or a carpenter, or a blacksmith, or even a plain honest farmer, and if she is not matrimonially suited she will certainly go to a bad match for himself. Of course some of the girls will do well, but when all are equally educated where will servants be got? However, it is not "the girls" that need trouble us so much, because "the boys" will look after them in the old fashioned way if they are in a position to do so. Mr Rolleston sees no difficulty in the way. He claims that "there is as much opening in the colony for ability, industry, and good character as ever there was," and as a matter of course educated men must succeed. As regards the extent of the "opening," Mr Rolleston and his "gridironing" friends have by past legislation very much contracted it—they sold all the land, and left us on the verge of bankruptcy. Mr Rolleston tells us triumphantly that for the last ten years we have nearly doubled our population, but he did not say that in that time we have spent about £40,000,000 of money borrowed publicly and privately, and that we are not producing out of the soil now sufficient to pay interest on it. But we must eschew the political side of the question at present, and deal with its social aspect. We say again that it is a pity the counterpart of the advice given to the girls was not at hand. Mr Rolleston pointed to the desirability of boys being educated so that in after years they might perform the functions of Doctors, Lawyers, and Divines, and said a mercantile man had told him that very few of the men who entered mercantile life qualified themselves to rise to the higher positions in it; but all he could say for farming was that it was "no longer a matter for main strength, industry, and stupidity." It would have been better, we think, had Mr Rolleston told "the boys" that Doctors, Lawyers, Divines, and Clerks were becoming "a drug in the market" in Wellington, and, with the exception of such as possessed special talents, that none of them should ever think of such occupations. He ought also to have pointed out to them that in one month recently about a dozen forgeries had been committed in Christchurch by well educated, well brought up men, because they could not find positions suitable to them. He might also to have explained to them how the notorious poisoning case and pointed out that it was an instance of an educated man trying to live on his wits, and committing one crime to screen himself from another. Also, that if that man had been brought up as a farmer he would in all probability have been a respectable member of society to-day. It would, too, have been interesting to them to know that highly-educated Germany is extremely criminal, especially as regards forgery. Having imparted this knowledge he ought to have warned them against becoming clerks, as the present system of education, and of huddling the people into towns will soon cause us to have ten clerks for every billet in the country. If Mr Rolleston had directed attention to these facts, and told the boys to become ploughmen or tradesmen, he would have given them solid advice, but it would not suit them. They must be something better, and forge if they can do nothing else. Now we are in favor of free education to the extent of teaching children to read, write, and cipher. Beyond that we would not go because we believe more harm than good would be done. Our system of education is over-educating our population, it is unfitting them for anything except clerkships, etc., and the result will be disastrous. We are education mad, and we shall reap the seed we are sowing now in a liberal crop of forgeries and other varieties of crime. — [332, 30, 472, 1048]
news-item-body: —At the Napier Education Board recently, one of the members, Mr White, said some of the children attending the Waipawa School were married women. Mr Hill, the Inspector, capped this by saying that at an examination held by him in the country three of those who passed standard one, and were very proud of the performance, were rather older than his grandmother! They were Maoris. — [639, 154, 792, 231]
sailed-label: SAILED. — [72, 123, 100, 132]
column-2 — [172, 30, 322, 1520]
news-item — [482, 482, 629, 575]
news-item-body: —The nominations for the above races close to-morrow. Arrangements have been made for having a totalisator on the ground. — [639, 30, 792, 55]
news-item — [639, 57, 792, 91]
funeral-signature: COMER & LARCOMBE, Undertakers. — [202, 397, 318, 406]
geraldine-road-text: TENDERS are invited for the following Works:— Contract— No. 201—Building Culverts, Boundary Road. No. 203—Pitching Crossings at Russell's Creek, Kakahu. No. 204—Terrace Cuttings, etc., Piskey's Road, Orari. No. 205—Building Boulder Banks, Hae-hae-te-moana. No. 206—Creek Diversion, and Repairs to Road near Kakahu Bush. Specifications at the Office, Geraldine. Tenders, addressed to the Chairman and endorsed with No. of Contract, to be in before 10 a.m. on TUESDAY, the 14th December, 1886. — [10, 528, 162, 621]
news-item-title: YOUNG NEW ZEALANDERS. — [645, 758, 750, 767]
notice-signature: SIEGERT & FAUVEL, Temuka. — [223, 452, 318, 461]
distress-heading: SALE UNDER DISTRESS WARRANT. — [178, 469, 316, 479]
page-title: THE TEMUKA LEADER, TUESDAY, DECEMBER 7, 1886. — [397, 9, 717, 21]
news-item-title: RANGITATA RACES. — [645, 30, 718, 38]
